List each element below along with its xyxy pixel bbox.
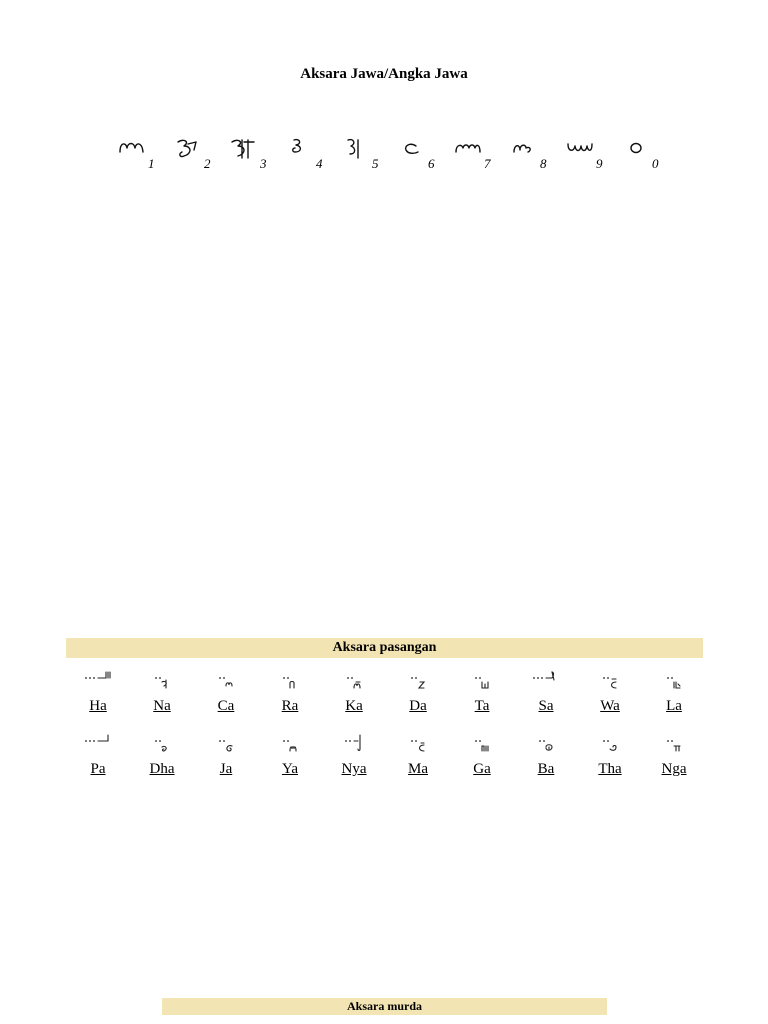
pasangan-cell — [386, 729, 450, 787]
pasangan-cell — [194, 729, 258, 787]
pasangan-glyph — [144, 731, 180, 753]
digit-four-glyph — [286, 136, 316, 160]
pasangan-cell — [130, 729, 194, 787]
murda-header: Aksara murda — [162, 998, 607, 1015]
pasangan-link[interactable]: Ja — [219, 761, 233, 777]
pasangan-link[interactable]: Ha — [89, 698, 107, 714]
pasangan-cell — [642, 666, 706, 724]
pasangan-cell — [514, 729, 578, 787]
pasangan-cell — [642, 729, 706, 787]
digit-nine-glyph — [566, 136, 596, 160]
angka-item — [446, 132, 501, 176]
angka-item — [390, 132, 445, 176]
pasangan-glyph — [208, 668, 244, 690]
pasangan-link[interactable]: Ra — [281, 698, 299, 714]
pasangan-link[interactable]: Ba — [537, 761, 555, 777]
pasangan-cell — [66, 729, 130, 787]
digit-label: 4 — [316, 156, 323, 171]
pasangan-cell — [258, 729, 322, 787]
digit-five-glyph — [342, 136, 372, 160]
pasangan-cell — [578, 666, 642, 724]
pasangan-link[interactable]: Tha — [598, 761, 622, 777]
digit-zero-glyph — [622, 136, 652, 160]
pasangan-glyph — [656, 668, 692, 690]
pasangan-cell — [450, 666, 514, 724]
pasangan-glyph — [464, 668, 500, 690]
pasangan-link[interactable]: La — [666, 698, 682, 714]
digit-one-glyph — [118, 136, 148, 160]
pasangan-glyph — [208, 731, 244, 753]
pasangan-glyph — [528, 668, 564, 690]
pasangan-row — [66, 729, 703, 787]
pasangan-glyph — [272, 668, 308, 690]
pasangan-link[interactable]: Ca — [217, 698, 235, 714]
pasangan-cell — [194, 666, 258, 724]
digit-label: 5 — [372, 156, 379, 171]
digit-three-glyph — [230, 136, 260, 160]
pasangan-glyph — [656, 731, 692, 753]
pasangan-cell — [514, 666, 578, 724]
pasangan-cell — [258, 666, 322, 724]
pasangan-link[interactable]: Pa — [90, 761, 106, 777]
pasangan-link[interactable]: Sa — [538, 698, 554, 714]
pasangan-link[interactable]: Ta — [474, 698, 490, 714]
angka-item — [166, 132, 221, 176]
pasangan-glyph — [80, 668, 116, 690]
pasangan-cell — [386, 666, 450, 724]
digit-label: 9 — [596, 156, 603, 171]
pasangan-glyph — [336, 731, 372, 753]
pasangan-cell — [450, 729, 514, 787]
pasangan-link[interactable]: Ga — [473, 761, 491, 777]
angka-item — [558, 132, 613, 176]
pasangan-row — [66, 666, 703, 724]
pasangan-link[interactable]: Wa — [600, 698, 620, 714]
digit-label: 0 — [652, 156, 659, 171]
pasangan-cell — [130, 666, 194, 724]
pasangan-header: Aksara pasangan — [66, 638, 703, 658]
pasangan-link[interactable]: Ma — [408, 761, 428, 777]
angka-item — [110, 132, 165, 176]
pasangan-link[interactable]: Nya — [341, 761, 367, 777]
digit-eight-glyph — [510, 136, 540, 160]
pasangan-link[interactable]: Ka — [345, 698, 363, 714]
angka-item — [502, 132, 557, 176]
pasangan-glyph — [592, 668, 628, 690]
digit-label: 6 — [428, 156, 435, 171]
pasangan-cell — [322, 729, 386, 787]
pasangan-cell — [322, 666, 386, 724]
digit-two-glyph — [174, 136, 204, 160]
pasangan-cell — [66, 666, 130, 724]
angka-item — [334, 132, 389, 176]
pasangan-link[interactable]: Dha — [149, 761, 175, 777]
pasangan-glyph — [528, 731, 564, 753]
pasangan-cell — [578, 729, 642, 787]
digit-label: 8 — [540, 156, 547, 171]
digit-six-glyph — [398, 136, 428, 160]
pasangan-link[interactable]: Ya — [282, 761, 298, 777]
pasangan-link[interactable]: Da — [409, 698, 427, 714]
document-title: Aksara Jawa/Angka Jawa — [300, 66, 468, 82]
angka-item — [222, 132, 277, 176]
angka-jawa-row — [110, 132, 670, 176]
pasangan-glyph — [272, 731, 308, 753]
digit-label: 7 — [484, 156, 491, 171]
pasangan-glyph — [592, 731, 628, 753]
pasangan-glyph — [400, 668, 436, 690]
digit-label: 3 — [260, 156, 267, 171]
pasangan-link[interactable]: Na — [153, 698, 171, 714]
digit-label: 1 — [148, 156, 155, 171]
pasangan-glyph — [400, 731, 436, 753]
pasangan-glyph — [336, 668, 372, 690]
angka-item — [614, 132, 669, 176]
pasangan-glyph — [144, 668, 180, 690]
pasangan-link[interactable]: Nga — [661, 761, 687, 777]
digit-label: 2 — [204, 156, 211, 171]
digit-seven-glyph — [454, 136, 484, 160]
pasangan-glyph — [80, 731, 116, 753]
pasangan-glyph — [464, 731, 500, 753]
angka-item — [278, 132, 333, 176]
